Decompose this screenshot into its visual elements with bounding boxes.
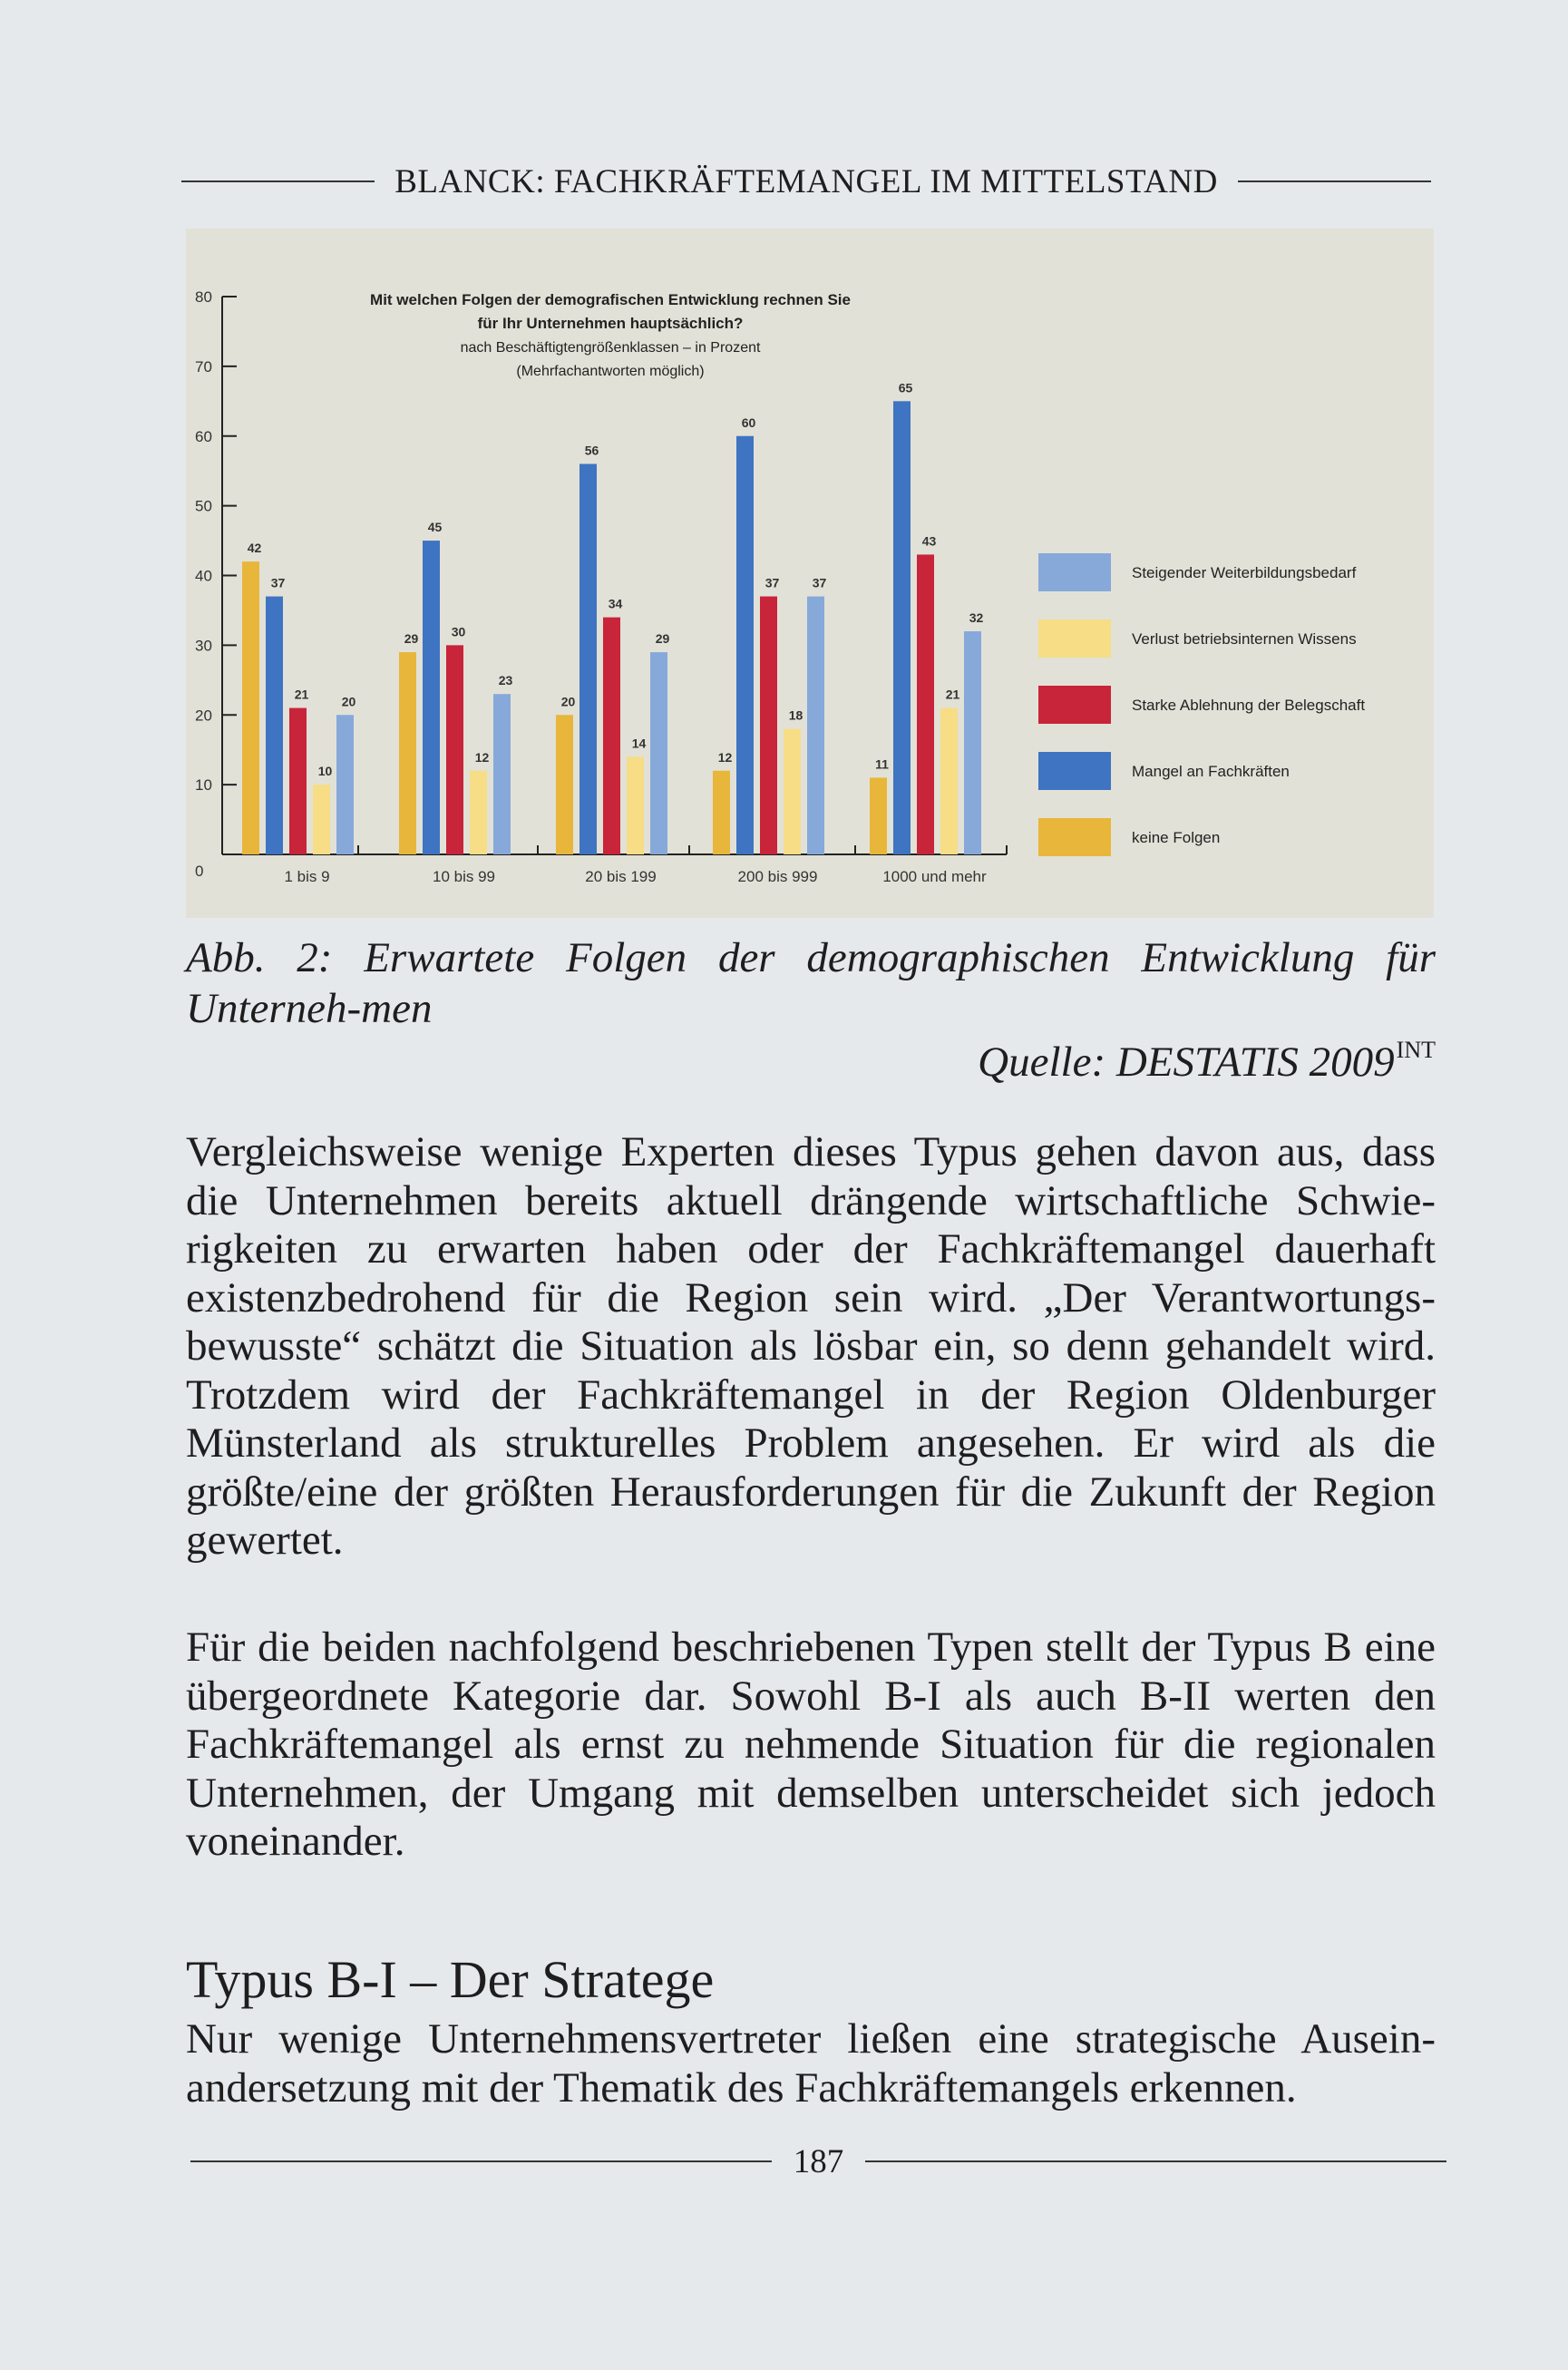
bar (289, 708, 307, 854)
bar (493, 694, 511, 854)
x-category-label: 1000 und mehr (882, 868, 987, 885)
bar (423, 541, 440, 854)
page-footer (190, 2139, 1446, 2184)
bar (964, 631, 981, 854)
bar (736, 436, 754, 854)
running-head-rule-left (181, 180, 375, 182)
bar (579, 464, 597, 855)
bar (242, 561, 259, 854)
legend-label: keine Folgen (1132, 829, 1221, 846)
bar-value-label: 10 (317, 764, 333, 779)
bar-value-label: 65 (898, 380, 913, 395)
legend-swatch (1038, 619, 1111, 658)
footer-rule-right (865, 2160, 1446, 2162)
bar (627, 756, 644, 854)
bar-value-label: 20 (560, 694, 576, 709)
y-tick-label: 30 (195, 637, 212, 655)
running-head-rule-right (1238, 180, 1431, 182)
figure-source (978, 1025, 1436, 1087)
bar-value-label: 45 (427, 520, 443, 535)
chart-subtitle-line-1: nach Beschäftigtengrößenklassen – in Prozent (460, 340, 761, 356)
bar (266, 597, 283, 854)
y-tick-label: 40 (195, 567, 212, 585)
bar (807, 597, 824, 854)
bar (940, 708, 958, 854)
running-head-text: BLANCK: FACHKRÄFTEMANGEL IM MITTELSTAND (394, 162, 1218, 200)
legend-label: Starke Ablehnung der Belegschaft (1132, 697, 1366, 714)
chart-title-line-2: für Ihr Unternehmen hauptsächlich? (477, 315, 744, 332)
legend-label: Mangel an Fachkräften (1132, 763, 1290, 780)
running-head (181, 159, 1431, 204)
legend-swatch (1038, 686, 1111, 724)
y-tick-label: 0 (195, 863, 204, 880)
figure-source-superscript: INT (1396, 1037, 1436, 1063)
bar (893, 401, 911, 854)
bar-value-label: 37 (270, 575, 286, 590)
bar-value-label: 56 (584, 443, 599, 458)
figure-source-text: Quelle: DESTATIS 2009 (978, 1039, 1395, 1086)
y-tick-label: 70 (195, 357, 212, 375)
bar-value-label: 37 (765, 575, 780, 590)
bar-value-label: 21 (294, 687, 309, 702)
bar (556, 715, 573, 854)
bar (399, 652, 416, 854)
x-category-label: 20 bis 199 (585, 868, 657, 885)
bar-value-label: 29 (404, 631, 419, 647)
bar (650, 652, 667, 854)
y-tick-label: 20 (195, 707, 212, 725)
figure-chart (186, 229, 1434, 918)
bar-value-label: 20 (341, 694, 356, 709)
bar-value-label: 30 (451, 624, 466, 639)
y-tick-label: 50 (195, 497, 212, 515)
chart-subtitle-line-2: (Mehrfachantworten möglich) (516, 364, 705, 379)
bar-value-label: 32 (969, 610, 984, 625)
x-category-label: 10 bis 99 (433, 868, 495, 885)
bar-value-label: 14 (631, 736, 647, 751)
bar (760, 597, 777, 854)
bar (603, 618, 620, 854)
y-tick-label: 10 (195, 776, 212, 795)
section-heading: Typus B-I – Der Stratege (186, 1950, 715, 2009)
footer-rule-left (190, 2160, 772, 2162)
bar (470, 771, 487, 854)
body-paragraph-2: Für die beiden nachfolgend beschriebenen Typen stellt der Typus B eine übergeordnete Kategorie dar. Sowohl B-I als auch B-II werten den Fachkräftemangel als ernst zu nehmende Situation für die regionalen Unternehmen, der Umgang mit demselben unterscheidet sich jedoch voneinander. (186, 1624, 1436, 1865)
body-paragraph-3: Nur wenige Unternehmensvertreter ließen eine strategische Auseinandersetzung mit der Thematik des Fachkräftemangels erkennen. (186, 2015, 1436, 2112)
bar-value-label: 37 (812, 575, 827, 590)
bar-value-label: 29 (655, 631, 670, 647)
bar-chart (186, 229, 1434, 918)
bar (784, 729, 801, 854)
x-category-label: 200 bis 999 (737, 868, 818, 885)
legend-label: Steigender Weiterbildungsbedarf (1132, 564, 1357, 581)
bar-value-label: 11 (875, 756, 889, 772)
bar (870, 777, 887, 854)
bar-value-label: 12 (474, 749, 490, 765)
bar-value-label: 43 (921, 533, 937, 549)
bar (336, 715, 354, 854)
legend-label: Verlust betriebsinternen Wissens (1132, 630, 1357, 648)
figure-caption: Abb. 2: Erwartete Folgen der demographischen Entwicklung für Unterneh-men (186, 934, 1436, 1032)
y-tick-label: 60 (195, 427, 212, 445)
bar-value-label: 23 (498, 673, 513, 688)
legend-swatch (1038, 818, 1111, 856)
page-number: 187 (793, 2142, 844, 2180)
x-category-label: 1 bis 9 (284, 868, 330, 885)
bar-value-label: 18 (788, 707, 803, 723)
bar-value-label: 21 (945, 687, 960, 702)
chart-title-line-1: Mit welchen Folgen der demografischen Entwicklung rechnen Sie (370, 291, 851, 308)
body-paragraph-1: Vergleichsweise wenige Experten dieses Typus gehen davon aus, dass die Unternehmen bereits aktuell drängende wirtschaftliche Schwierigkeiten zu erwarten haben oder der Fachkräftemangel dauerhaft existenzbedrohend für die Region sein wird. „Der Verantwortungsbewusste“ schätzt die Situation als lösbar ein, so denn gehandelt wird. Trotzdem wird der Fachkräftemangel in der Region Oldenburger Münsterland als strukturelles Problem angesehen. Er wird als die größte/eine der größten Herausforderungen für die Zukunft der Region gewertet. (186, 1128, 1436, 1564)
legend-swatch (1038, 553, 1111, 591)
y-tick-label: 80 (195, 288, 212, 306)
bar-value-label: 60 (741, 415, 756, 430)
bar (446, 645, 463, 854)
bar (917, 554, 934, 854)
bar (713, 771, 730, 854)
bar-value-label: 42 (247, 541, 262, 556)
bar-value-label: 12 (717, 749, 733, 765)
bar (313, 785, 330, 854)
bar-value-label: 34 (608, 596, 623, 611)
legend-swatch (1038, 752, 1111, 790)
